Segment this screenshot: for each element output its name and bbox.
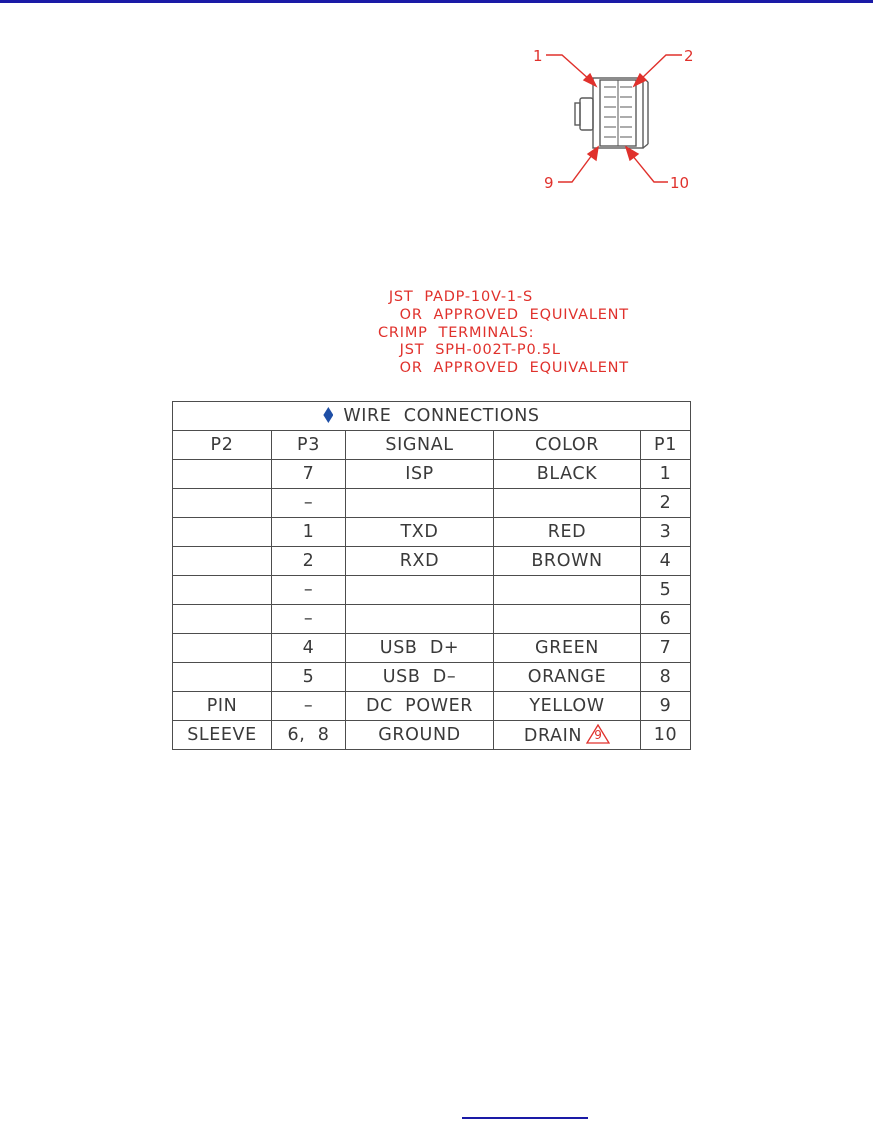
cell-p3: 7 — [272, 460, 346, 489]
table-row — [173, 692, 691, 721]
pin-10-leader — [632, 155, 668, 182]
header-p3: P3 — [272, 431, 346, 460]
table-header-row — [173, 431, 691, 460]
header-p1: P1 — [641, 431, 691, 460]
cell-color: DRAIN — [523, 726, 583, 746]
cell-p3: – — [272, 576, 346, 605]
cell-p1: 5 — [641, 576, 691, 605]
cell-color: YELLOW — [494, 692, 641, 721]
note-line: CRIMP TERMINALS: — [378, 324, 535, 341]
cell-signal: USB D+ — [346, 634, 494, 663]
cell-color-with-flag — [494, 721, 641, 750]
table-row — [173, 489, 691, 518]
cell-p1: 9 — [641, 692, 691, 721]
triangle-flag-icon — [586, 724, 610, 744]
cell-p1: 7 — [641, 634, 691, 663]
cell-p3: 5 — [272, 663, 346, 692]
cell-signal — [346, 605, 494, 634]
note-line: JST SPH-002T-P0.5L — [378, 342, 561, 359]
cell-p2 — [173, 518, 272, 547]
cell-signal: USB D– — [346, 663, 494, 692]
footer-link-underline[interactable] — [462, 1117, 588, 1119]
pin-2-leader — [640, 55, 682, 80]
cell-color: GREEN — [494, 634, 641, 663]
diamond-icon — [323, 407, 333, 423]
table-row — [173, 605, 691, 634]
wire-connections-table — [172, 401, 691, 750]
cell-p2 — [173, 547, 272, 576]
note-line: JST PADP-10V-1-S — [378, 289, 533, 305]
cell-p3: 1 — [272, 518, 346, 547]
cell-signal — [346, 489, 494, 518]
note-line: OR APPROVED EQUIVALENT — [378, 360, 629, 377]
table-row — [173, 518, 691, 547]
pin-9-leader — [558, 155, 592, 182]
cell-p1: 1 — [641, 460, 691, 489]
header-p2: P2 — [173, 431, 272, 460]
cell-p3: 4 — [272, 634, 346, 663]
connector-drawing — [520, 35, 710, 195]
cell-signal: RXD — [346, 547, 494, 576]
pin-label-10: 10 — [670, 174, 690, 192]
cell-color: BROWN — [494, 547, 641, 576]
note-line: OR APPROVED EQUIVALENT — [378, 306, 629, 323]
cell-signal: GROUND — [346, 721, 494, 750]
cell-signal: ISP — [346, 460, 494, 489]
page-top-rule — [0, 0, 873, 3]
cell-color — [494, 489, 641, 518]
pin-10-arrow — [626, 147, 638, 160]
cell-p3: 2 — [272, 547, 346, 576]
table-row — [173, 721, 691, 750]
cell-color: BLACK — [494, 460, 641, 489]
connector-body — [575, 78, 648, 148]
connector-notes — [378, 289, 698, 378]
cell-p1: 2 — [641, 489, 691, 518]
cell-signal: TXD — [346, 518, 494, 547]
cell-p2 — [173, 460, 272, 489]
cell-p2 — [173, 489, 272, 518]
table-title: WIRE CONNECTIONS — [343, 406, 540, 426]
pin-label-2: 2 — [684, 47, 694, 65]
header-signal: SIGNAL — [346, 431, 494, 460]
cell-signal — [346, 576, 494, 605]
pin-1-leader — [546, 55, 590, 80]
table-title-cell — [173, 402, 691, 431]
cell-p3: – — [272, 489, 346, 518]
cell-p3: – — [272, 605, 346, 634]
flag-note-number: 9 — [594, 728, 602, 742]
cell-p1: 8 — [641, 663, 691, 692]
cell-p2 — [173, 634, 272, 663]
table-row — [173, 634, 691, 663]
table-row — [173, 547, 691, 576]
pin-label-9: 9 — [544, 174, 554, 192]
cell-p2 — [173, 605, 272, 634]
table-row — [173, 460, 691, 489]
cell-p1: 4 — [641, 547, 691, 576]
cell-p2: SLEEVE — [173, 721, 272, 750]
cell-color — [494, 576, 641, 605]
table-row — [173, 663, 691, 692]
cell-color: ORANGE — [494, 663, 641, 692]
cell-p1: 6 — [641, 605, 691, 634]
cell-p2 — [173, 576, 272, 605]
cell-color — [494, 605, 641, 634]
cell-p2: PIN — [173, 692, 272, 721]
table-row — [173, 576, 691, 605]
cell-p3: 6, 8 — [272, 721, 346, 750]
cell-p3: – — [272, 692, 346, 721]
pin-label-1: 1 — [533, 47, 543, 65]
cell-signal: DC POWER — [346, 692, 494, 721]
cell-p2 — [173, 663, 272, 692]
header-color: COLOR — [494, 431, 641, 460]
cell-color: RED — [494, 518, 641, 547]
cell-p1: 3 — [641, 518, 691, 547]
cell-p1: 10 — [641, 721, 691, 750]
